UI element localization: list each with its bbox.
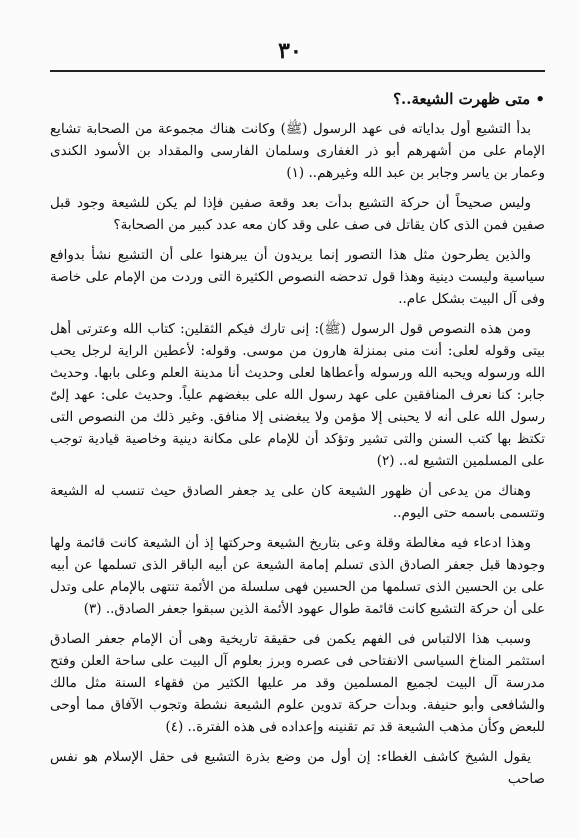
paragraph-8: يقول الشيخ كاشف الغطاء: إن أول من وضع بذرة التشيع فى حقل الإسلام هو نفس صاحب — [50, 749, 545, 787]
paragraph-3: والذين يطرحون مثل هذا التصور إنما يريدون أن يبرهنوا على أن التشيع نشأ بدوافع سياسية وليست دينية وهذا قول تدحضه النصوص الكثيرة التى وردت من الإمام على خاصة وفى آل البيت بشكل عام.. — [50, 247, 545, 307]
paragraph-6: وهذا ادعاء فيه مغالطة وقلة وعى بتاريخ الشيعة وحركتها إذ أن الشيعة كانت قائمة ولها وجودها قبل جعفر الصادق الذى تسلم إمامة الشيعة عن أبيه الباقر الذى تسلمها عن أبيه على بن الحسين الذى تسلمها من الحسين فهى سلسلة من الأئمة تنتهى بالإمام على وتدل على أن حركة التشيع كانت قائمة طوال عهود الأئمة الذين سبقوا جعفر الصادق.. (٣) — [50, 535, 545, 617]
header-rule — [50, 70, 545, 72]
paragraph-4: ومن هذه النصوص قول الرسول (ﷺ): إنى تارك فيكم الثقلين: كتاب الله وعترتى أهل بيتى وقوله لعلى: أنت منى بمنزلة هارون من موسى. وقوله: لأعطين الراية لرجل يحب الله ورسوله ويحبه الله ورسوله وأعطاها لعلى وحديث أنا مدينة العلم وعلى بابها. وحديث جابر: كنا نعرف المنافقين على عهد رسول الله على ببغضهم علياً. وحديث على: عهد إلىّ رسول الله على أنه لا يحبنى إلا مؤمن ولا يبغضنى إلا منافق. وغير ذلك من النصوص التى تكتظ بها كتب السنن والتى تشير وتؤكد أن للإمام على مكانة دينية وخاصية قيادية توجب على المسلمين التشيع له.. (٢) — [50, 321, 545, 469]
section-heading: • متى ظهرت الشيعة..؟ — [393, 90, 545, 108]
paragraph-2: وليس صحيحاً أن حركة التشيع بدأت بعد وقعة صفين فإذا لم يكن للشيعة وجود قبل صفين فمن الذى كان يقاتل فى صف على وقد كان معه عدد كبير من الصحابة؟ — [50, 195, 545, 233]
paragraph-5: وهناك من يدعى أن ظهور الشيعة كان على يد جعفر الصادق حيث تنسب له الشيعة وتتسمى باسمه حتى اليوم.. — [50, 483, 545, 521]
page-body — [50, 88, 545, 798]
paragraph-1: بدأ التشيع أول بداياته فى عهد الرسول (ﷺ) وكانت هناك مجموعة من الصحابة تشايع الإمام على من أشهرهم أبو ذر الغفارى وسلمان الفارسى والمقداد بن الأسود الكندى وعمار بن ياسر وجابر بن عبد الله وغيرهم.. (١) — [50, 121, 545, 181]
page-number: ٣٠ — [278, 38, 302, 64]
paragraph-7: وسبب هذا الالتباس فى الفهم يكمن فى حقيقة تاريخية وهى أن الإمام جعفر الصادق استثمر المناخ السياسى الانفتاحى فى عصره وبرز بعلوم آل البيت على ساحة العلن وفتح مدرسة آل البيت لجميع المسلمين وقد مر عليها الكثير من فقهاء السنة مثل مالك والشافعى وأبو حنيفة. وبدأت حركة تدوين علوم الشيعة نشطة وتجوب الآفاق مما أوحى للبعض وكأن مذهب الشيعة قد تم تقنينه وإعداده فى هذه الفترة.. (٤) — [50, 631, 545, 735]
